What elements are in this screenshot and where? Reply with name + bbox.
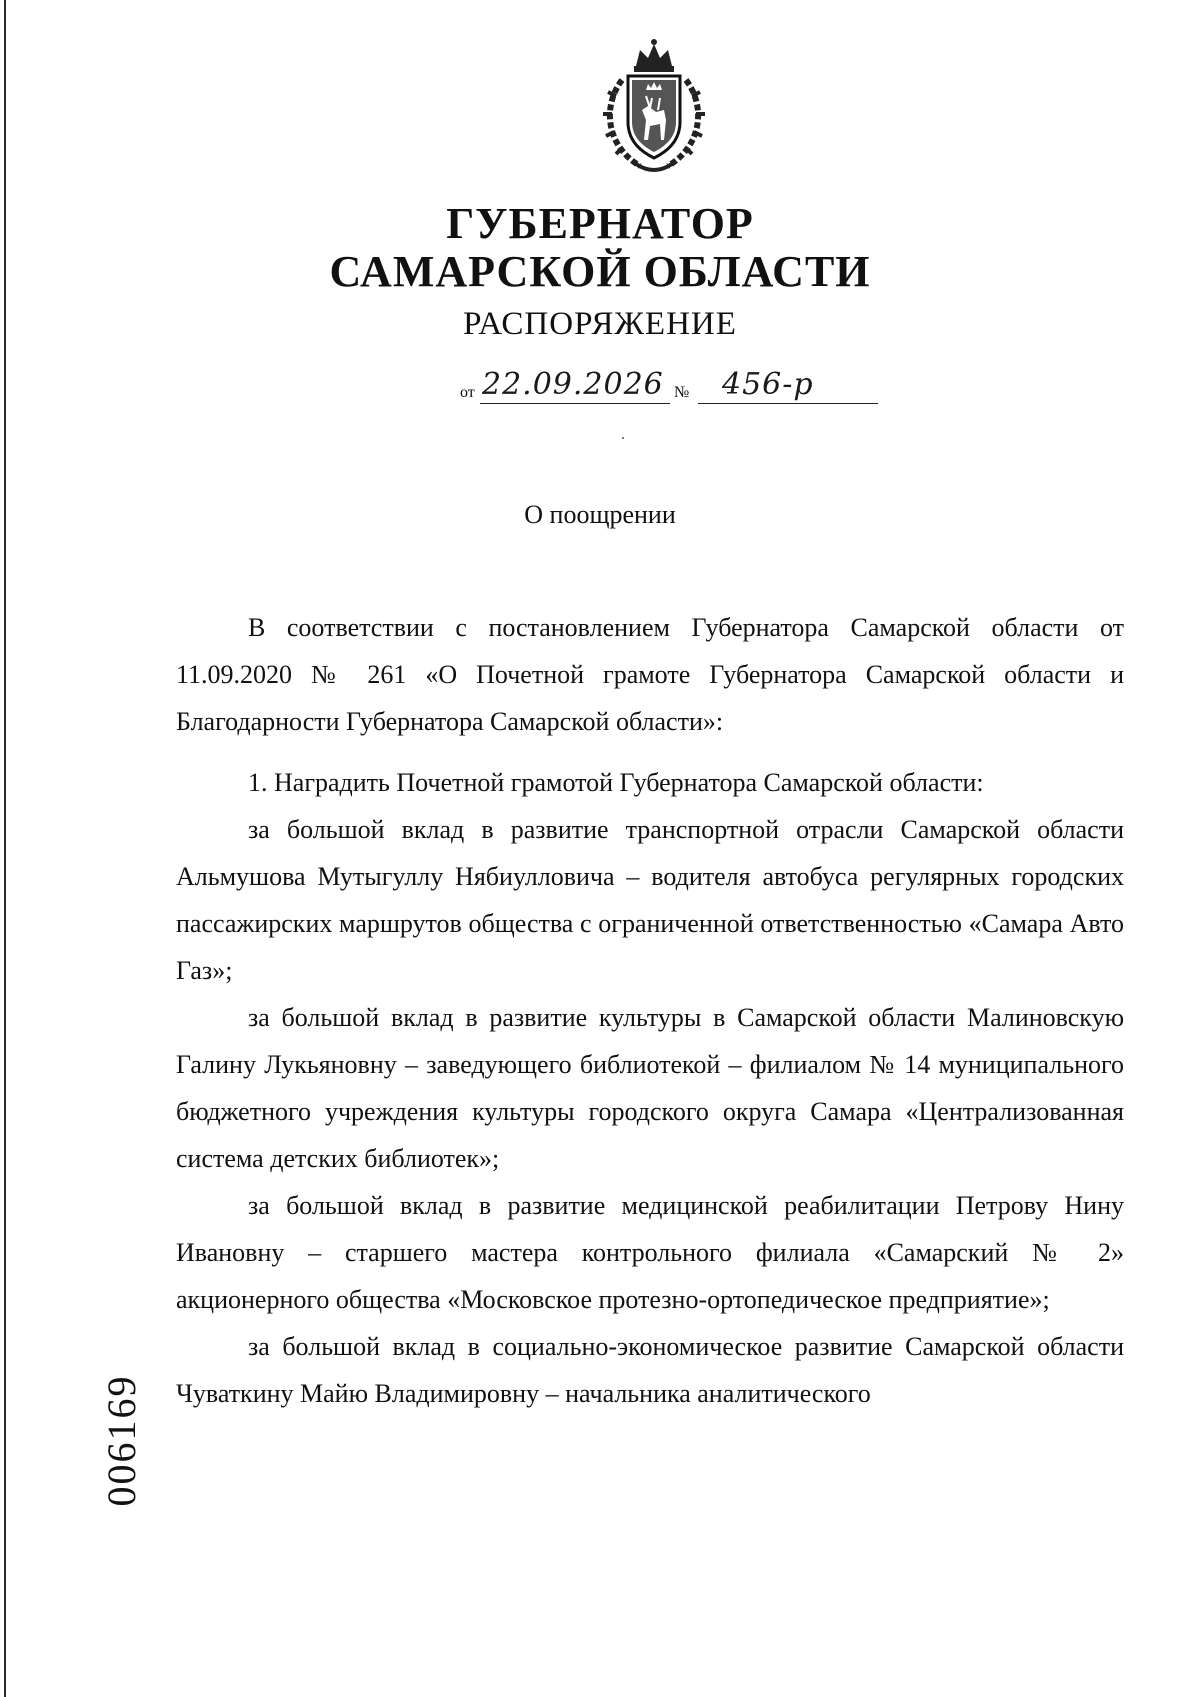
body-paragraph-award-3: за большой вклад в развитие медицинской реабилитации Петрову Нину Ивановну – старшего мастера контрольного филиала «Самарский № 2» акционерного общества «Московское протезно-ортопедическое предприятие»; <box>176 1191 1124 1314</box>
side-stamp-number: 006169 <box>99 1374 144 1507</box>
body-paragraph-award-1: за большой вклад в развитие транспортной отрасли Самарской области Альмушова Мутыгуллу Нябиулловича – водителя автобуса регулярных городских пассажирских маршрутов общества с ограниченной ответственностью «Самара Авто Газ»; <box>176 815 1124 985</box>
ref-date-underline <box>480 403 670 404</box>
org-title-line1: ГУБЕРНАТОР <box>446 199 754 248</box>
ref-date-handwritten: 22.09.2026 <box>482 367 664 402</box>
ref-number-underline <box>698 403 878 404</box>
document-body <box>176 604 1124 1417</box>
ref-from-label: от <box>460 384 475 401</box>
body-paragraph-award-4: за большой вклад в социально-экономическое развитие Самарской области Чуваткину Майю Владимировну – начальника аналитического <box>176 1332 1124 1408</box>
body-paragraph-item-1: 1. Наградить Почетной грамотой Губернатора Самарской области: <box>248 768 984 797</box>
org-title-line2: САМАРСКОЙ ОБЛАСТИ <box>329 247 871 296</box>
body-paragraph-award-2: за большой вклад в развитие культуры в Самарской области Малиновскую Галину Лукьяновну – заведующего библиотекой – филиалом № 14 муниципального бюджетного учреждения культуры городского округа Самара «Централизованная система детских библиотек»; <box>176 1003 1124 1173</box>
ref-number-label: № <box>674 384 690 401</box>
body-paragraph-basis: В соответствии с постановлением Губернатора Самарской области от 11.09.2020 № 261 «О Почетной грамоте Губернатора Самарской области и Благодарности Губернатора Самарской области»: <box>176 613 1124 736</box>
document-type: РАСПОРЯЖЕНИЕ <box>463 306 737 342</box>
document-subject: О поощрении <box>524 500 676 529</box>
scan-speck <box>622 437 624 439</box>
reference-line <box>460 364 880 408</box>
coat-of-arms-icon <box>592 36 716 176</box>
ref-number-handwritten: 456-р <box>722 367 814 402</box>
